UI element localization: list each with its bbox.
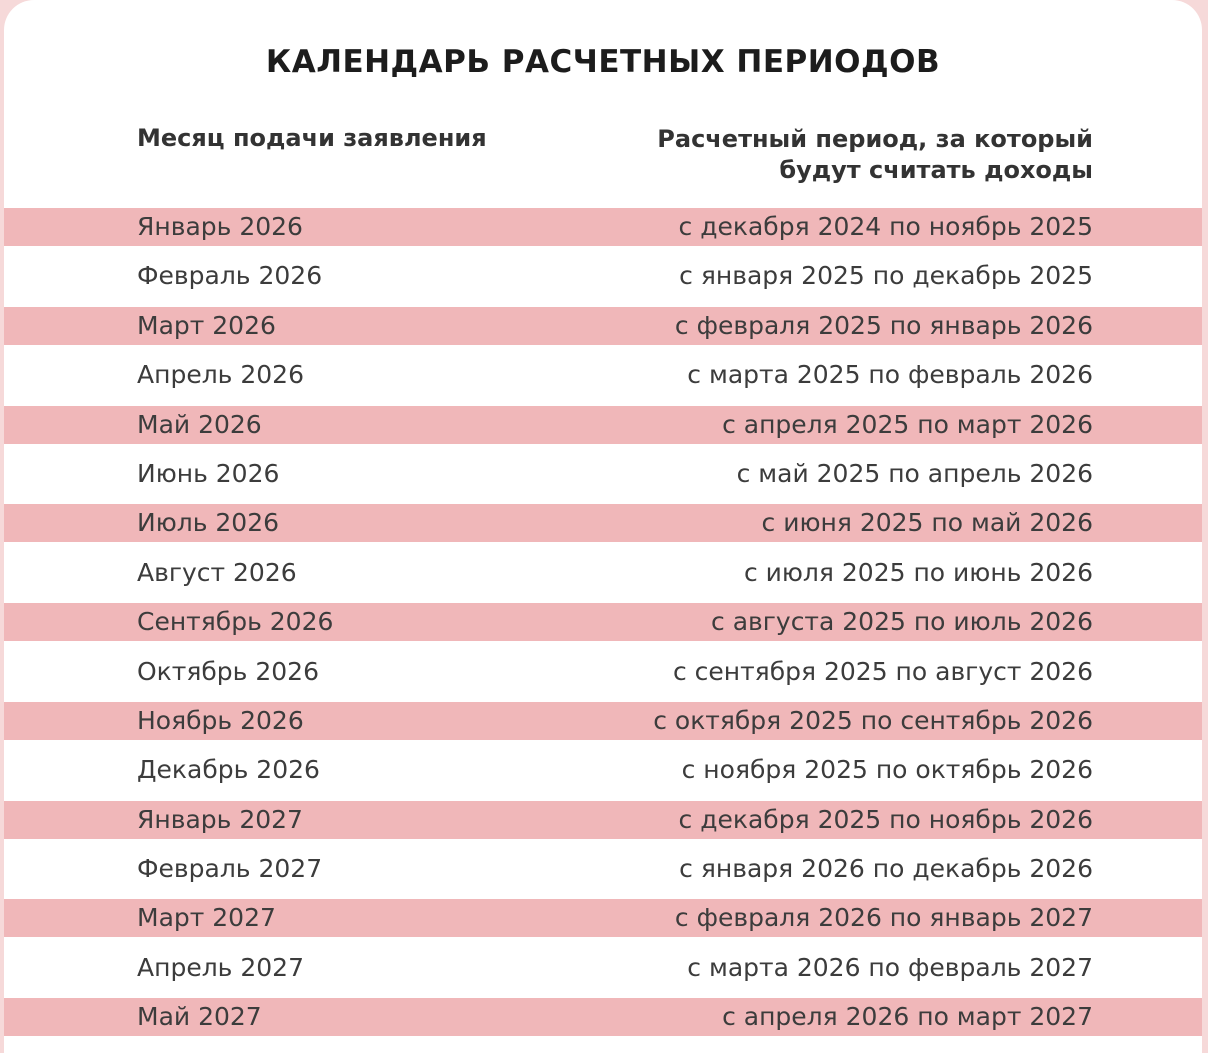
month-cell: Декабрь 2026 [137, 755, 320, 785]
month-cell: Февраль 2027 [137, 854, 323, 884]
period-cell: с май 2025 по апрель 2026 [736, 458, 1093, 488]
table-row [4, 554, 1202, 592]
period-cell: с июля 2025 по июнь 2026 [743, 557, 1093, 587]
period-cell: с февраля 2026 по январь 2027 [674, 903, 1093, 933]
table-row [4, 899, 1202, 937]
month-cell: Февраль 2026 [137, 261, 323, 291]
column-header-period-line1: Расчетный период, за который [657, 125, 1093, 153]
period-cell: с июня 2025 по май 2026 [761, 508, 1093, 538]
month-cell: Май 2027 [137, 1002, 262, 1032]
period-cell: с ноября 2025 по октябрь 2026 [681, 755, 1093, 785]
period-cell: с марта 2025 по февраль 2026 [687, 360, 1093, 390]
month-cell: Сентябрь 2026 [137, 607, 334, 637]
period-cell: с марта 2026 по февраль 2027 [687, 952, 1093, 982]
table-row [4, 850, 1202, 888]
table-row [4, 949, 1202, 987]
table-row [4, 702, 1202, 740]
column-header-month: Месяц подачи заявления [137, 124, 487, 152]
period-cell: с апреля 2025 по март 2026 [722, 409, 1093, 439]
month-cell: Июль 2026 [137, 508, 280, 538]
period-cell: с декабря 2025 по ноябрь 2026 [678, 804, 1093, 834]
period-cell: с января 2026 по декабрь 2026 [679, 854, 1093, 884]
table-row [4, 603, 1202, 641]
period-cell: с августа 2025 по июль 2026 [711, 607, 1093, 637]
calendar-card [4, 0, 1202, 1053]
periods-table [4, 208, 1202, 1048]
table-row [4, 208, 1202, 246]
month-cell: Октябрь 2026 [137, 656, 319, 686]
period-cell: с февраля 2025 по январь 2026 [674, 310, 1093, 340]
month-cell: Март 2026 [137, 310, 276, 340]
table-row [4, 751, 1202, 789]
month-cell: Апрель 2027 [137, 952, 304, 982]
month-cell: Январь 2026 [137, 212, 303, 241]
table-row [4, 257, 1202, 295]
month-cell: Апрель 2026 [137, 360, 304, 390]
table-row [4, 406, 1202, 444]
table-row [4, 307, 1202, 345]
month-cell: Март 2027 [137, 903, 276, 933]
table-row [4, 653, 1202, 691]
column-header-period [573, 124, 1093, 186]
month-cell: Август 2026 [137, 557, 297, 587]
period-cell: с декабря 2024 по ноябрь 2025 [678, 212, 1093, 241]
page-title: КАЛЕНДАРЬ РАСЧЕТНЫХ ПЕРИОДОВ [265, 44, 941, 80]
table-row [4, 504, 1202, 542]
month-cell: Январь 2027 [137, 804, 303, 834]
column-header-period-line2: будут считать доходы [779, 156, 1093, 184]
period-cell: с января 2025 по декабрь 2025 [679, 261, 1093, 291]
month-cell: Июнь 2026 [137, 458, 280, 488]
period-cell: с сентября 2025 по август 2026 [672, 656, 1093, 686]
table-row [4, 998, 1202, 1036]
table-row [4, 455, 1202, 493]
table-row [4, 356, 1202, 394]
period-cell: с октября 2025 по сентябрь 2026 [653, 705, 1093, 735]
month-cell: Май 2026 [137, 409, 262, 439]
month-cell: Ноябрь 2026 [137, 705, 304, 735]
table-row [4, 801, 1202, 839]
period-cell: с апреля 2026 по март 2027 [722, 1002, 1093, 1032]
